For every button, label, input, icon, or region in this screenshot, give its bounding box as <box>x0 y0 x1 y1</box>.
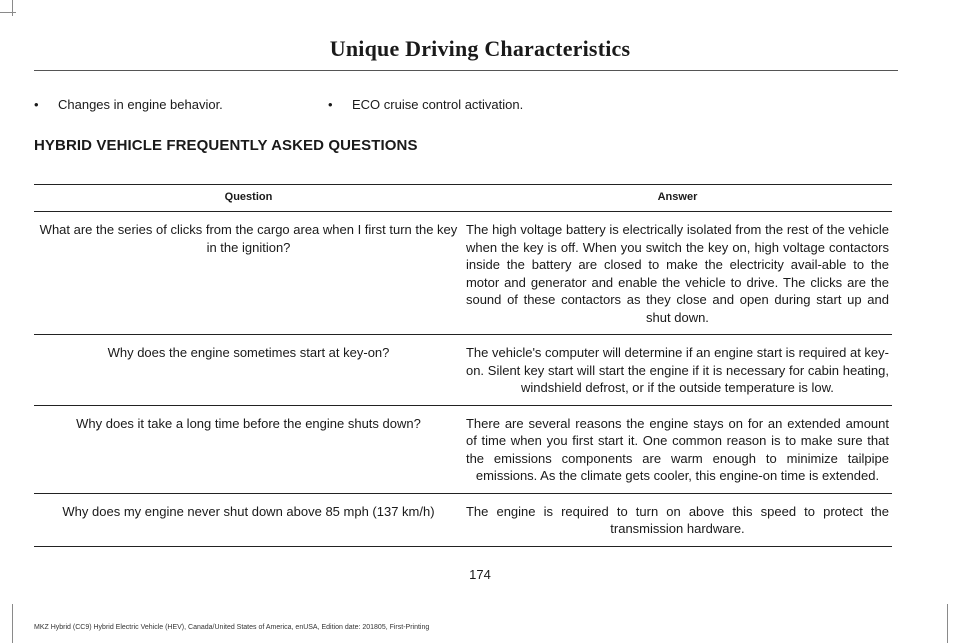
page-number: 174 <box>469 567 491 582</box>
answer-cell: There are several reasons the engine stays on for an extended amount of time when you first start it. One common reason is to make sure that the emissions components are warm enough to minimize tailpipe emissions. As the climate gets cooler, this engine-on time is extended. <box>463 405 892 493</box>
table-header-row <box>34 185 892 212</box>
table-row <box>34 493 892 546</box>
table-row <box>34 335 892 406</box>
faq-table <box>34 184 892 547</box>
bullet-text: Changes in engine behavior. <box>58 97 223 112</box>
answer-cell: The vehicle's computer will determine if an engine start is required at key-on. Silent key start will start the engine if it is necessary for cabin heating, windshield defrost, or if the outside temperature is low. <box>463 335 892 406</box>
crop-mark <box>0 12 16 13</box>
bullet-glyph: • <box>328 97 333 112</box>
bullet-item <box>328 97 523 112</box>
table-row <box>34 405 892 493</box>
crop-mark <box>12 604 13 643</box>
question-cell: Why does it take a long time before the engine shuts down? <box>34 405 463 493</box>
crop-mark <box>947 604 948 643</box>
answer-cell: The high voltage battery is electrically isolated from the rest of the vehicle when the key is off. When you switch the key on, high voltage contactors inside the battery are closed to make the electricity avail-able to the motor and generator and enable the vehicle to drive. The clicks are the sound of these contactors as they close and open during start up and shut down. <box>463 212 892 335</box>
running-head: Unique Driving Characteristics <box>329 36 631 61</box>
column-header-answer: Answer <box>463 185 892 212</box>
header-rule <box>34 70 898 71</box>
bullet-text: ECO cruise control activation. <box>352 97 524 112</box>
section-title: HYBRID VEHICLE FREQUENTLY ASKED QUESTIONS <box>34 137 418 154</box>
footer-edition-info: MKZ Hybrid (CC9) Hybrid Electric Vehicle (HEV), Canada/United States of America, enUSA, Edition date: 201805, First-Printing <box>34 624 430 631</box>
answer-cell: The engine is required to turn on above this speed to protect the transmission hardware. <box>463 493 892 546</box>
crop-mark <box>12 0 13 16</box>
question-cell: Why does the engine sometimes start at key-on? <box>34 335 463 406</box>
question-cell: Why does my engine never shut down above 85 mph (137 km/h) <box>34 493 463 546</box>
column-header-question: Question <box>34 185 463 212</box>
bullet-glyph: • <box>34 97 39 112</box>
question-cell: What are the series of clicks from the cargo area when I first turn the key in the ignition? <box>34 212 463 335</box>
table-row <box>34 212 892 335</box>
bullet-item <box>34 97 223 112</box>
